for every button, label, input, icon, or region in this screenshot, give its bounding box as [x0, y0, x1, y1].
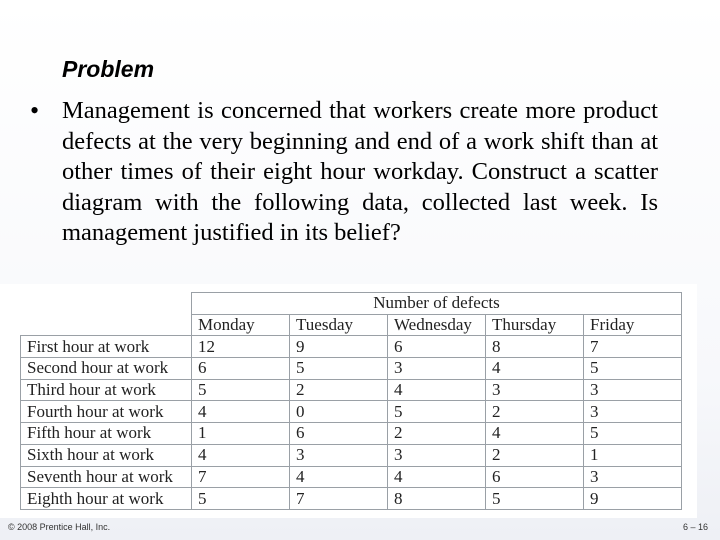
- column-header-tuesday: Tuesday: [290, 314, 388, 336]
- row-label: Fifth hour at work: [21, 423, 192, 445]
- defects-table: [20, 292, 682, 510]
- table-panel: [0, 284, 697, 518]
- bullet-dot: •: [30, 96, 40, 125]
- table-cell: 4: [486, 358, 584, 380]
- table-cell: 4: [192, 444, 290, 466]
- table-cell: 5: [290, 358, 388, 380]
- table-cell: 1: [192, 423, 290, 445]
- row-label: First hour at work: [21, 336, 192, 358]
- table-cell: 9: [290, 336, 388, 358]
- table-cell: 12: [192, 336, 290, 358]
- table-row: [21, 423, 682, 445]
- table-cell: 3: [584, 379, 682, 401]
- table-cell: 4: [192, 401, 290, 423]
- table-corner-cell: [21, 314, 192, 336]
- table-cell: 4: [486, 423, 584, 445]
- group-header: Number of defects: [192, 293, 682, 315]
- table-corner-cell: [21, 293, 192, 315]
- table-cell: 7: [290, 488, 388, 510]
- table-cell: 2: [290, 379, 388, 401]
- table-cell: 5: [192, 379, 290, 401]
- page-number: 6 – 16: [682, 522, 708, 532]
- table-cell: 4: [290, 466, 388, 488]
- table-cell: 3: [290, 444, 388, 466]
- table-cell: 2: [486, 444, 584, 466]
- table-cell: 2: [388, 423, 486, 445]
- table-cell: 1: [584, 444, 682, 466]
- row-label: Seventh hour at work: [21, 466, 192, 488]
- table-cell: 5: [486, 488, 584, 510]
- row-label: Third hour at work: [21, 379, 192, 401]
- bullet-text: Management is concerned that workers create more product defects at the very beginning and end of a work shift than at other times of their eight hour workday. Construct a scatter diagram with the following data, collected last week. Is management justified in its belief?: [62, 97, 658, 246]
- table-cell: 9: [584, 488, 682, 510]
- row-label: Eighth hour at work: [21, 488, 192, 510]
- table-day-header-row: [21, 314, 682, 336]
- table-row: [21, 401, 682, 423]
- table-cell: 3: [388, 358, 486, 380]
- row-label: Second hour at work: [21, 358, 192, 380]
- table-cell: 5: [388, 401, 486, 423]
- table-cell: 7: [192, 466, 290, 488]
- table-row: [21, 358, 682, 380]
- table-row: [21, 466, 682, 488]
- table-row: [21, 336, 682, 358]
- bullet-point: [30, 96, 658, 249]
- table-cell: 7: [584, 336, 682, 358]
- table-row: [21, 488, 682, 510]
- table-cell: 8: [486, 336, 584, 358]
- table-cell: 0: [290, 401, 388, 423]
- table-cell: 4: [388, 466, 486, 488]
- column-header-friday: Friday: [584, 314, 682, 336]
- table-row: [21, 379, 682, 401]
- table-cell: 5: [584, 423, 682, 445]
- table-cell: 3: [388, 444, 486, 466]
- column-header-wednesday: Wednesday: [388, 314, 486, 336]
- table-cell: 6: [388, 336, 486, 358]
- table-cell: 6: [192, 358, 290, 380]
- table-row: [21, 444, 682, 466]
- row-label: Fourth hour at work: [21, 401, 192, 423]
- copyright-text: © 2008 Prentice Hall, Inc.: [8, 522, 111, 532]
- table-cell: 3: [486, 379, 584, 401]
- table-cell: 5: [584, 358, 682, 380]
- slide-heading: Problem: [62, 56, 155, 82]
- column-header-thursday: Thursday: [486, 314, 584, 336]
- table-cell: 6: [290, 423, 388, 445]
- table-cell: 3: [584, 401, 682, 423]
- table-header-row: [21, 293, 682, 315]
- table-cell: 3: [584, 466, 682, 488]
- table-cell: 2: [486, 401, 584, 423]
- table-cell: 8: [388, 488, 486, 510]
- table-cell: 6: [486, 466, 584, 488]
- column-header-monday: Monday: [192, 314, 290, 336]
- row-label: Sixth hour at work: [21, 444, 192, 466]
- table-cell: 4: [388, 379, 486, 401]
- table-cell: 5: [192, 488, 290, 510]
